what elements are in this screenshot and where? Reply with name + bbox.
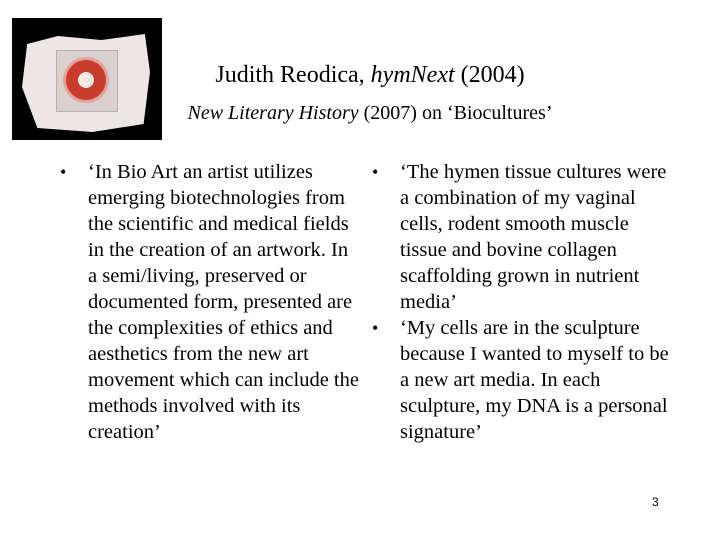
- slide-title: [0, 60, 720, 90]
- bullet-item: [372, 315, 672, 445]
- bullet-item: [372, 159, 672, 315]
- bullet-item: [60, 159, 360, 445]
- title-year: (2004): [454, 62, 525, 88]
- subtitle-rest: (2007) on ‘Biocultures’: [358, 102, 553, 124]
- bullet-glyph: •: [372, 318, 379, 338]
- left-bullet-list: [60, 159, 360, 445]
- bullet-glyph: •: [372, 162, 379, 182]
- bullet-glyph: •: [60, 162, 67, 182]
- right-bullet-list: [372, 159, 672, 445]
- slide-subtitle: [0, 100, 720, 126]
- title-author: Judith Reodica,: [215, 62, 371, 88]
- bullet-text: ‘In Bio Art an artist utilizes emerging biotechnologies from the scientific and medical fields in the creation of an artwork. In a semi/living, preserved or documented form, presented are the complexities of ethics and aesthetics from the new art movement which can include the methods involved with its creation’: [88, 161, 359, 443]
- bullet-text: ‘The hymen tissue cultures were a combination of my vaginal cells, rodent smooth muscle tissue and bovine collagen scaffolding grown in nutrient media’: [400, 161, 667, 313]
- bullet-text: ‘My cells are in the sculpture because I wanted to myself to be a new art media. In each sculpture, my DNA is a personal signature’: [400, 317, 669, 443]
- page-number: 3: [652, 495, 659, 509]
- title-work: hymNext: [370, 62, 455, 88]
- subtitle-journal: New Literary History: [187, 102, 359, 124]
